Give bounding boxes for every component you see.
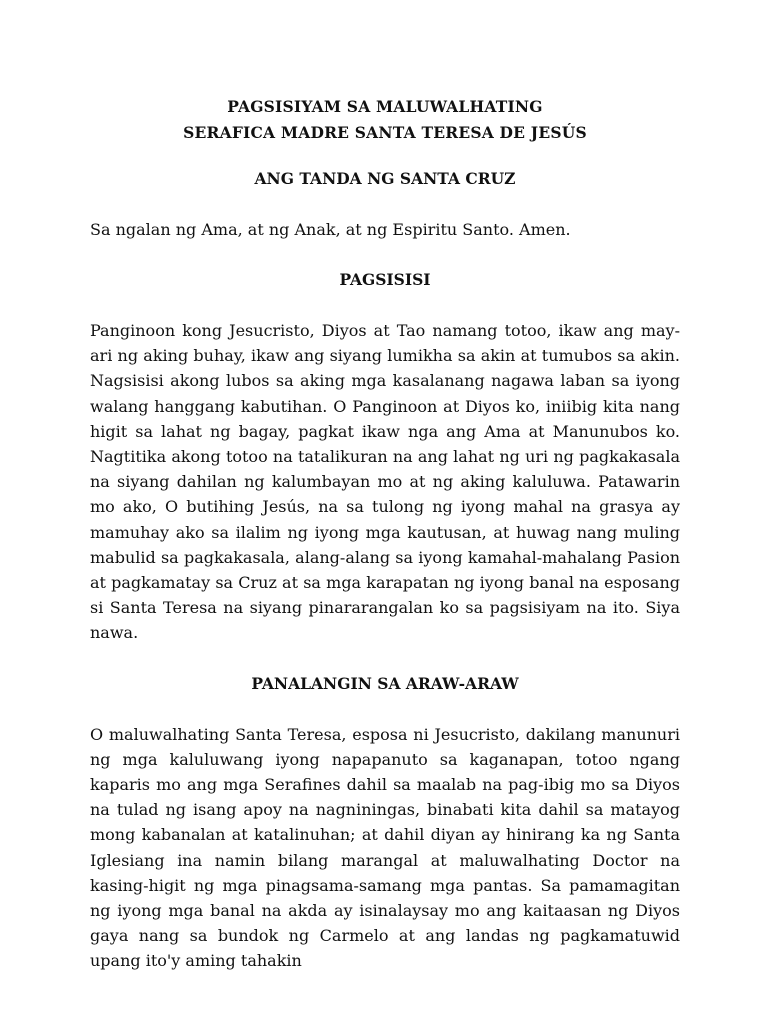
- heading-contrition: PAGSISISI: [339, 270, 431, 289]
- heading-sign-of-cross: ANG TANDA NG SANTA CRUZ: [254, 169, 516, 188]
- daily-prayer-paragraph: O maluwalhating Santa Teresa, esposa ni Jesucristo, dakilang manunuri ng mga kaluluwang iyong napapanuto sa kaganapan, totoo ngang kaparis mo ang mga Serafines dahil sa maalab na pag-ibig mo sa Diyos na tulad ng isang apoy na nagniningas, binabati kita dahil sa matayog mong kabanalan at katalinuhan; at dahil diyan ay hinirang ka ng Santa Iglesiang ina namin bilang marangal at maluwalhating Doctor na kasing-higit ng mga pinagsama-samang mga pantas. Sa pamamagitan ng iyong mga banal na akda ay isinalaysay mo ang kaitaasan ng Diyos gaya nang sa bundok ng Carmelo at ang landas ng pagkamatuwid upang ito'y aming tahakin: [90, 724, 680, 971]
- document-title: [90, 94, 680, 146]
- title-line-2: SERAFICA MADRE SANTA TERESA DE JESÚS: [183, 123, 587, 142]
- heading-daily-prayer: PANALANGIN SA ARAW-ARAW: [251, 673, 519, 693]
- sign-of-cross-text: Sa ngalan ng Ama, at ng Anak, at ng Espiritu Santo. Amen.: [90, 220, 571, 239]
- title-line-1: PAGSISIYAM SA MALUWALHATING: [227, 97, 543, 116]
- contrition-paragraph: Panginoon kong Jesucristo, Diyos at Tao namang totoo, ikaw ang may-ari ng aking buhay, ikaw ang siyang lumikha sa akin at tumubos sa akin. Nagsisisi akong lubos sa aking mga kasalanang nagawa laban sa iyong walang hanggang kabutihan. O Panginoon at Diyos ko, iniibig kita nang higit sa lahat ng bagay, pagkat ikaw nga ang Ama at Manunubos ko. Nagtitika akong totoo na tatalikuran na ang lahat ng uri ng pagkakasala na siyang dahilan ng kalumbayan mo at ng aking kaluluwa. Patawarin mo ako, O butihing Jesús, na sa tulong ng iyong mahal na grasya ay mamuhay ako sa ilalim ng iyong mga kautusan, at huwag nang muling mabulid sa pagkakasala, alang-alang sa iyong kamahal-mahalang Pasion at pagkamatay sa Cruz at sa mga karapatan ng iyong banal na esposang si Santa Teresa na siyang pinararangalan ko sa pagsisiyam na ito. Siya nawa.: [90, 321, 680, 643]
